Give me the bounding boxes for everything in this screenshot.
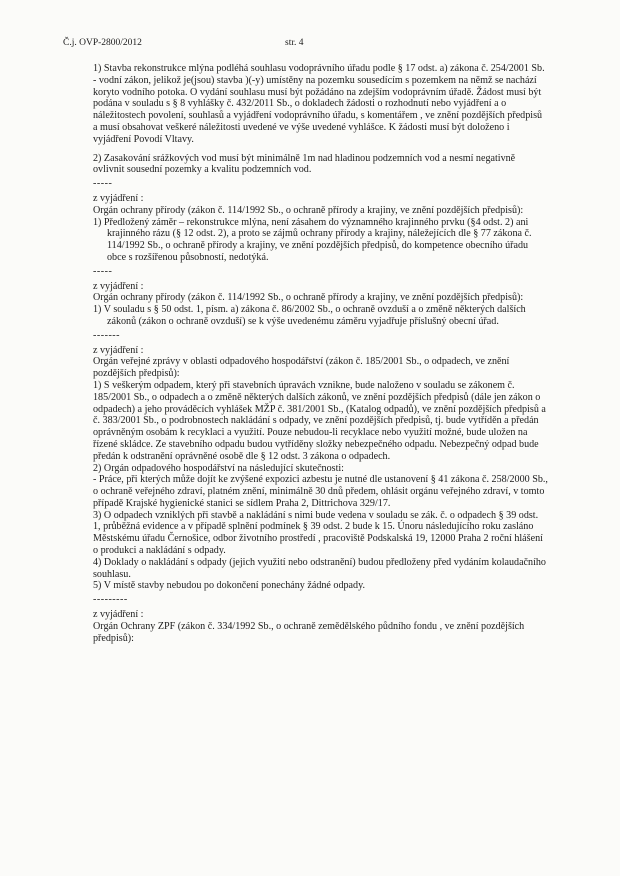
waste-paragraph-2: 2) Orgán odpadového hospodářství na následující skutečnosti: [93,462,344,474]
section-label: z vyjádření : [93,280,144,292]
waste-paragraph-3: 3) O odpadech vzniklých při stavbě a nakládání s nimi bude vedena v souladu se zák. č. o odpadech § 39 odst. 1, průběžná evidence a v případě splnění podmínek § 39 odst. 2 bude k 15. Únoru následujícího roku zasláno Městskému úřadu Černošice, odbor životního prostředí , pracoviště Podskalská 19, 12000 Praha 2 roční hlášení o produkci a nakládání s odpady. [93,509,543,557]
document-reference: Č.j. OVP-2800/2012 [63,38,142,48]
section-label: z vyjádření : [93,192,144,204]
water-paragraph-2: 2) Zasakování srážkových vod musí být minimálně 1m nad hladinou podzemních vod a nesmí negativně ovlivnit sousední pozemky a kvalitu podzemních vod. [93,152,516,176]
section-label: z vyjádření : [93,609,144,621]
section-separator: --------- [93,594,128,606]
water-paragraph-1: 1) Stavba rekonstrukce mlýna podléhá souhlasu vodoprávního úřadu podle § 17 odst. a) zákona č. 254/2001 Sb. - vodní zákon, jelikož je(jsou) stavba )(-y) umístěny na pozemku sousedícím s pozemkem na němž se nachází koryto vodního potoka. O vydání souhlasu musí být požádáno na zdejším vodoprávním úřadě. Žádost musí být podána v souladu s § 8 vyhlášky č. 432/2011 Sb., o dokladech žádosti o rozhodnutí nebo vyjádření a o náležitostech povolení, souhlasů a vyjádření vodoprávního úřadu, s komentářem , ve znění pozdějších předpisů a musí obsahovat veškeré náležitosti uvedené ve výše uvedené vyhlášce. K žádosti musí být doloženo i vyjádření Povodí Vltavy. [93,63,545,145]
authority-heading: Orgán ochrany přírody (zákon č. 114/1992 Sb., o ochraně přírody a krajiny, ve znění pozdějších předpisů): [93,204,524,216]
nature-paragraph-1: 1) Předložený záměr – rekonstrukce mlýna, není zásahem do významného krajinného prvku (§4 odst. 2) ani krajinného rázu (§ 12 odst. 2), a proto se zájmů ochrany přírody a krajiny, náležejících dle § 77 zákona č. 114/1992 Sb., o ochraně přírody a krajiny, ve znění pozdějších předpisů, do kompetence obecního úřadu obce s rozšířenou působností, nedotýká. [93,216,532,263]
section-label: z vyjádření : [93,344,144,356]
document-body [93,63,548,644]
air-paragraph-1: 1) V souladu s § 50 odst. 1, písm. a) zákona č. 86/2002 Sb., o ochraně ovzduší a o změně některých dalších zákonů (zákon o ochraně ovzduší) se k výše uvedenému záměru vyjadřuje příslušný obecní úřad. [93,304,526,327]
waste-paragraph-1: 1) S veškerým odpadem, který při stavebních úpravách vznikne, bude naloženo v souladu se zákonem č. 185/2001 Sb., o odpadech a o změně některých dalších zákonů, ve znění pozdějších předpisů (dále jen zákon o odpadech) a jeho prováděcích vyhlášek MŽP č. 381/2001 Sb., (Katalog odpadů), ve znění pozdějších předpisů a č. 383/2001 Sb., o podrobnostech nakládání s odpady, ve znění pozdějších předpisů, tj. bude vytříděn a předán oprávněným osobám k recyklaci a využití. Pouze nebudou-li recyklace nebo využití možné, bude uložen na řízené skládce. Ze stavebního odpadu budou vytříděny složky nebezpečného odpadu. Nebezpečný odpad bude předán k odstranění oprávněné osobě dle § 12 odst. 3 zákona o odpadech. [93,379,546,462]
authority-heading: Orgán ochrany přírody (zákon č. 114/1992 Sb., o ochraně přírody a krajiny, ve znění pozdějších předpisů): [93,292,524,304]
authority-heading: Orgán veřejné zprávy v oblasti odpadového hospodářství (zákon č. 185/2001 Sb., o odpadech, ve znění pozdějších předpisů): [93,356,510,380]
waste-paragraph-2-item: - Práce, při kterých může dojít ke zvýšené expozici azbestu je nutné dle ustanovení § 41 zákona č. 258/2000 Sb., o ochraně veřejného zdraví, platném znění, minimálně 30 dnů předem, ohlásit orgánu veřejného zdraví, v tomto případě Krajské hygienické stanici se sídlem Praha 2, Dittrichova 329/17. [93,474,548,509]
page-number: str. 4 [285,38,304,48]
section-separator: ------- [93,329,121,341]
authority-heading: Orgán Ochrany ZPF (zákon č. 334/1992 Sb., o ochraně zemědělského půdního fondu , ve znění pozdějších předpisů): [93,620,525,644]
waste-paragraph-4: 4) Doklady o nakládání s odpady (jejich využití nebo odstranění) budou předloženy před vydáním kolaudačního souhlasu. [93,556,546,580]
waste-paragraph-5: 5) V místě stavby nebudou po dokončení ponechány žádné odpady. [93,580,366,592]
section-separator: ----- [93,178,113,190]
section-separator: ----- [93,265,113,277]
